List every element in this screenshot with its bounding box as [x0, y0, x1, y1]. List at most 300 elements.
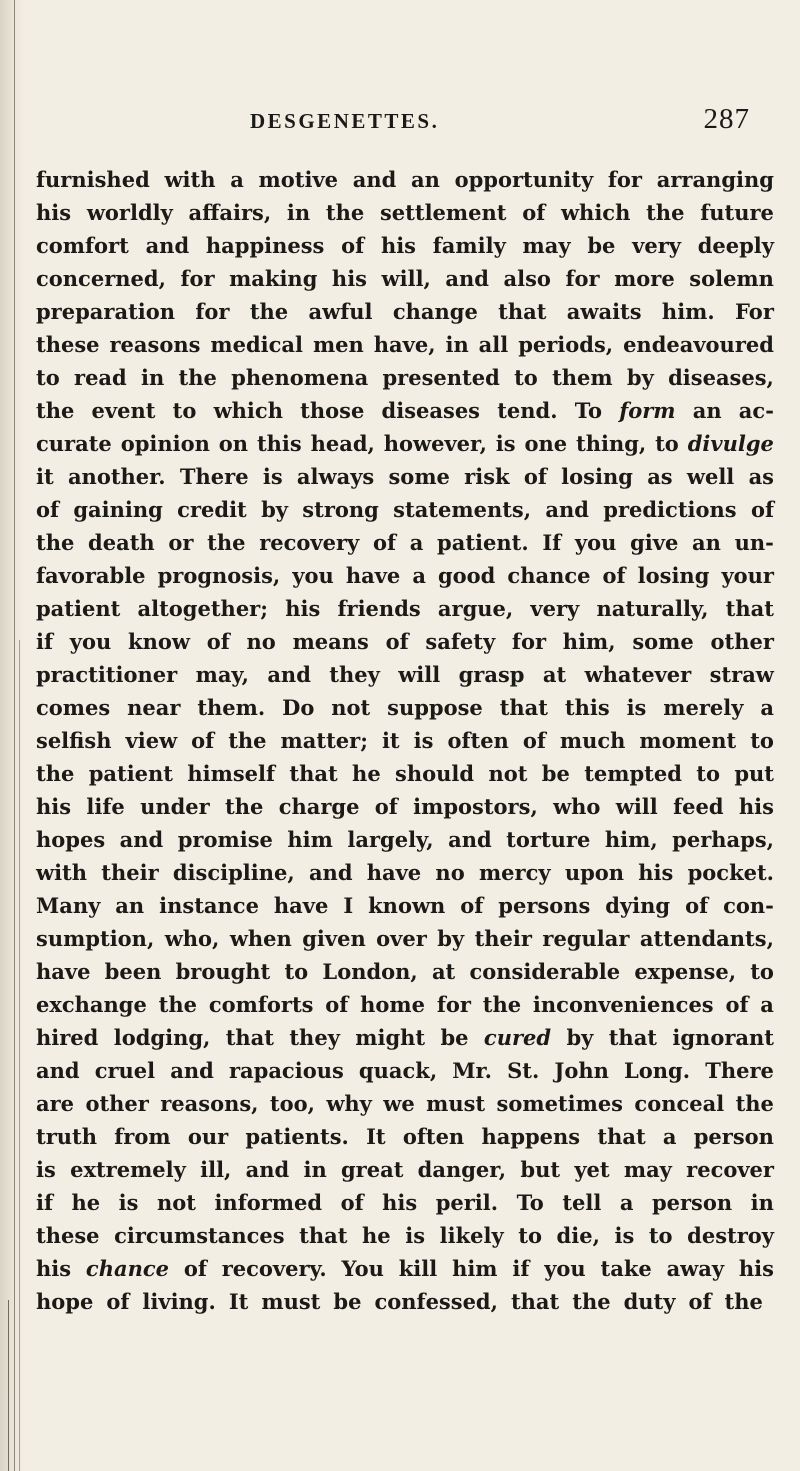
word: Many	[36, 893, 101, 918]
word: persons	[498, 893, 591, 918]
word: the	[225, 794, 264, 819]
word	[619, 394, 675, 427]
word: death	[88, 530, 155, 555]
word: is	[405, 1223, 426, 1248]
word: extremely	[70, 1157, 186, 1182]
word: some	[388, 464, 450, 489]
word: motive	[258, 167, 339, 192]
text-line	[36, 592, 774, 625]
word: kill	[398, 1256, 438, 1281]
word: Mr.	[452, 1058, 492, 1083]
word: our	[187, 1124, 229, 1149]
word: awaits	[566, 299, 642, 324]
word: an	[115, 893, 145, 918]
word: for	[195, 299, 230, 324]
word: London,	[322, 959, 418, 984]
word: a	[760, 992, 774, 1017]
word: deeply	[697, 233, 774, 258]
word: strong	[302, 497, 379, 522]
word: at	[431, 959, 456, 984]
text-line	[36, 1054, 774, 1087]
binding-edge-line	[8, 1300, 9, 1471]
word: truth	[36, 1124, 98, 1149]
word: if	[36, 629, 54, 654]
word: read	[74, 365, 127, 390]
word: his	[36, 794, 72, 819]
word: gaining	[73, 497, 163, 522]
word: this	[256, 431, 302, 456]
word	[688, 427, 774, 460]
word: worldly	[86, 200, 173, 225]
word: sometimes	[496, 1091, 624, 1116]
word: in	[286, 200, 311, 225]
word: to	[750, 959, 774, 984]
word: mercy	[478, 860, 551, 885]
word: you	[574, 530, 617, 555]
word: solemn	[689, 266, 774, 291]
body-text	[36, 163, 774, 1318]
word: and	[245, 1157, 290, 1182]
word: his	[36, 1256, 72, 1281]
word: perhaps,	[672, 827, 774, 852]
word: comfort	[36, 233, 129, 258]
word: his	[285, 596, 321, 621]
word: patient.	[437, 530, 529, 555]
word: for	[607, 167, 642, 192]
word: of	[522, 728, 546, 753]
word: matter;	[280, 728, 368, 753]
word: be	[541, 761, 570, 786]
word: I	[343, 893, 354, 918]
word: which	[560, 200, 631, 225]
word: recover	[686, 1157, 774, 1182]
word: know	[128, 629, 190, 654]
word: charge	[278, 794, 360, 819]
word: instance	[159, 893, 259, 918]
word: with	[36, 860, 88, 885]
word: John	[554, 1058, 609, 1083]
word: and	[352, 167, 397, 192]
word: it	[381, 728, 400, 753]
word: of	[688, 1289, 712, 1314]
word: peril.	[435, 1190, 499, 1215]
word: largely,	[347, 827, 434, 852]
word: his	[331, 266, 367, 291]
word: have	[36, 959, 91, 984]
word: are	[36, 1091, 75, 1116]
word: person	[651, 1190, 733, 1215]
word: which	[213, 398, 283, 423]
word: of	[523, 464, 547, 489]
text-line	[36, 823, 774, 856]
word: it	[36, 464, 54, 489]
word: at	[542, 662, 567, 687]
word: his	[36, 200, 72, 225]
word: have	[366, 860, 422, 885]
word: is	[36, 1157, 56, 1182]
word: the	[36, 761, 75, 786]
word: head,	[310, 431, 375, 456]
word: men	[312, 332, 364, 357]
word: predictions	[603, 497, 737, 522]
word	[484, 1021, 551, 1054]
word: making	[229, 266, 318, 291]
word: ill,	[200, 1157, 232, 1182]
text-line	[36, 196, 774, 229]
word: to	[514, 365, 538, 390]
word: comforts	[208, 992, 314, 1017]
word: argue,	[437, 596, 514, 621]
word: for	[436, 992, 471, 1017]
word: conceal	[634, 1091, 725, 1116]
word: is	[262, 464, 283, 489]
word: upon	[564, 860, 625, 885]
word: in	[445, 332, 469, 357]
word: the	[36, 530, 75, 555]
word: rapacious	[228, 1058, 344, 1083]
running-head	[250, 103, 750, 139]
word: will,	[381, 266, 431, 291]
word: one	[524, 431, 568, 456]
word: the	[249, 299, 289, 324]
word: statements,	[393, 497, 532, 522]
word: in	[141, 365, 165, 390]
word: not	[488, 761, 528, 786]
word: event	[91, 398, 156, 423]
word: duty	[623, 1289, 676, 1314]
word: medical	[210, 332, 303, 357]
word: that	[499, 695, 548, 720]
word: patient	[36, 596, 121, 621]
word: of	[374, 794, 398, 819]
text-line	[36, 757, 774, 790]
word: him	[287, 827, 333, 852]
word: For	[735, 299, 774, 324]
word: to	[648, 1223, 673, 1248]
word: that	[608, 1025, 658, 1050]
word: he	[352, 761, 381, 786]
word: good	[437, 563, 496, 588]
word: his	[638, 860, 674, 885]
word: to	[750, 728, 774, 753]
word: of	[522, 200, 546, 225]
word: when	[229, 926, 292, 951]
word: phenomena	[231, 365, 369, 390]
text-line	[36, 988, 774, 1021]
word: for	[180, 266, 215, 291]
word: un-	[734, 530, 774, 555]
word: tempted	[584, 761, 682, 786]
word: considerable	[469, 959, 621, 984]
word: settlement	[379, 200, 507, 225]
word: may,	[195, 662, 249, 687]
word: the	[228, 728, 267, 753]
word: is	[495, 431, 516, 456]
word: expense,	[634, 959, 737, 984]
word: con-	[723, 893, 774, 918]
word: There	[179, 464, 249, 489]
word: living.	[142, 1289, 216, 1314]
word: There	[705, 1058, 774, 1083]
word: life	[86, 794, 125, 819]
word: informed	[214, 1190, 323, 1215]
word: also	[503, 266, 551, 291]
word: other	[85, 1091, 149, 1116]
word: have	[273, 893, 329, 918]
word: risk	[464, 464, 510, 489]
text-line	[36, 559, 774, 592]
word: the	[207, 530, 246, 555]
word: too,	[269, 1091, 315, 1116]
italic-word: chance	[85, 1256, 169, 1281]
word: curate	[36, 431, 112, 456]
word: himself	[187, 761, 276, 786]
word: safety	[425, 629, 496, 654]
word: family	[432, 233, 506, 258]
word: an	[411, 167, 440, 192]
word: that	[299, 1223, 348, 1248]
word: tend.	[497, 398, 558, 423]
word: dying	[605, 893, 671, 918]
text-line	[36, 1219, 774, 1252]
word: may	[623, 1157, 672, 1182]
text-line	[36, 1087, 774, 1120]
word: should	[395, 761, 475, 786]
word: by	[566, 1025, 594, 1050]
word: patient	[88, 761, 174, 786]
word: give	[630, 530, 679, 555]
word: opportunity	[454, 167, 594, 192]
word: him.	[661, 299, 715, 324]
word: to	[696, 761, 720, 786]
word: your	[721, 563, 774, 588]
word: their	[474, 926, 532, 951]
word: regular	[542, 926, 630, 951]
word: in	[750, 1190, 774, 1215]
word: hope	[36, 1289, 94, 1314]
word: quack,	[358, 1058, 438, 1083]
word: might	[355, 1025, 426, 1050]
word: confessed,	[374, 1289, 498, 1314]
word: credit	[177, 497, 247, 522]
word: this	[564, 695, 610, 720]
word: the	[178, 365, 217, 390]
word: over	[376, 926, 427, 951]
word: It	[366, 1124, 386, 1149]
text-line	[36, 1021, 774, 1054]
word: or	[168, 530, 194, 555]
word: and	[36, 1058, 80, 1083]
word: you	[544, 1256, 586, 1281]
word	[86, 1252, 169, 1285]
word: the	[646, 200, 685, 225]
word: these	[36, 1223, 100, 1248]
text-line	[36, 922, 774, 955]
word: the	[325, 200, 365, 225]
word: endeavoured	[623, 332, 774, 357]
word: a	[412, 563, 426, 588]
word: often	[402, 1124, 465, 1149]
word: his	[382, 1190, 418, 1215]
word: his	[380, 233, 417, 258]
word: great	[340, 1157, 404, 1182]
word: by	[261, 497, 288, 522]
word: his	[738, 1256, 774, 1281]
word: very	[530, 596, 580, 621]
word: and	[145, 233, 190, 258]
word: for	[565, 266, 600, 291]
word: altogether;	[137, 596, 268, 621]
word: a	[409, 530, 424, 555]
word: that	[225, 1025, 274, 1050]
text-line	[36, 625, 774, 658]
word: these	[36, 332, 100, 357]
word: straw	[709, 662, 774, 687]
text-line	[36, 229, 774, 262]
word: not	[156, 1190, 196, 1215]
word: losing	[637, 563, 710, 588]
word: impostors,	[413, 794, 538, 819]
word: chance	[507, 563, 591, 588]
text-line	[36, 658, 774, 691]
word: of	[206, 629, 230, 654]
word: that	[597, 1124, 646, 1149]
word: home	[360, 992, 426, 1017]
word: by	[626, 365, 654, 390]
word: who,	[164, 926, 220, 951]
word: friends	[337, 596, 421, 621]
word: very	[632, 233, 681, 258]
word: of	[106, 1289, 130, 1314]
word: feed	[673, 794, 724, 819]
word: those	[300, 398, 365, 423]
word: sumption,	[36, 926, 155, 951]
word: the	[482, 992, 522, 1017]
text-line	[36, 295, 774, 328]
word: more	[614, 266, 675, 291]
word: reasons	[109, 332, 201, 357]
word: danger,	[417, 1157, 507, 1182]
word: a	[230, 167, 244, 192]
word: much	[559, 728, 626, 753]
word: comes	[36, 695, 111, 720]
word: circumstances	[114, 1223, 285, 1248]
word: diseases	[381, 398, 481, 423]
word: no	[246, 629, 276, 654]
word: cruel	[94, 1058, 156, 1083]
word: happens	[481, 1124, 581, 1149]
word: they	[289, 1025, 340, 1050]
word: change	[392, 299, 478, 324]
word: be	[587, 233, 616, 258]
word: the	[36, 398, 75, 423]
word: must	[426, 1091, 486, 1116]
word: whatever	[584, 662, 692, 687]
text-line	[36, 1120, 774, 1153]
word: selfish	[36, 728, 112, 753]
text-line	[36, 526, 774, 559]
word: from	[114, 1124, 171, 1149]
word: of	[385, 629, 409, 654]
word: ac-	[738, 398, 774, 423]
word: of	[191, 728, 215, 753]
word: their	[101, 860, 159, 885]
word: yet	[574, 1157, 610, 1182]
word: take	[600, 1256, 652, 1281]
word: in	[303, 1157, 327, 1182]
word: affairs,	[188, 200, 272, 225]
word: his	[738, 794, 774, 819]
word: always	[296, 464, 375, 489]
word: of	[602, 563, 626, 588]
word: if	[36, 1190, 54, 1215]
text-line	[36, 394, 774, 427]
word: that	[725, 596, 774, 621]
word: him	[452, 1256, 498, 1281]
word: happiness	[205, 233, 325, 258]
word: that	[510, 1289, 560, 1314]
word: of	[325, 992, 349, 1017]
word: of	[685, 893, 709, 918]
word: have	[345, 563, 401, 588]
word: torture	[506, 827, 591, 852]
word: pocket.	[687, 860, 774, 885]
word: often	[447, 728, 509, 753]
word: as	[748, 464, 774, 489]
text-line	[36, 1285, 774, 1318]
word: to	[36, 365, 60, 390]
word: exchange	[36, 992, 147, 1017]
word: to	[655, 431, 679, 456]
word: all	[478, 332, 509, 357]
word: You	[341, 1256, 384, 1281]
word: losing	[561, 464, 633, 489]
text-line	[36, 955, 774, 988]
word: them.	[197, 695, 266, 720]
word: is	[626, 695, 647, 720]
word: not	[331, 695, 371, 720]
word: other	[710, 629, 774, 654]
word: destroy	[687, 1223, 774, 1248]
word: and	[448, 827, 492, 852]
word: and	[267, 662, 311, 687]
word: favorable	[36, 563, 146, 588]
text-line	[36, 1252, 774, 1285]
word: be	[333, 1289, 362, 1314]
text-line	[36, 460, 774, 493]
word: that	[289, 761, 338, 786]
word: periods,	[518, 332, 614, 357]
word: likely	[439, 1223, 504, 1248]
word: however,	[383, 431, 487, 456]
word: lodging,	[113, 1025, 211, 1050]
word: concerned,	[36, 266, 166, 291]
word: diseases,	[668, 365, 774, 390]
word: and	[119, 827, 164, 852]
binding-edge-line	[14, 0, 15, 1471]
word: well	[686, 464, 735, 489]
text-line	[36, 427, 774, 460]
word: the	[572, 1289, 611, 1314]
word: and	[170, 1058, 214, 1083]
text-line	[36, 724, 774, 757]
running-title: DESGENETTES.	[250, 109, 440, 133]
word: To	[516, 1190, 544, 1215]
page-number: 287	[703, 103, 750, 135]
word: who	[553, 794, 601, 819]
word: we	[383, 1091, 415, 1116]
word: as	[647, 464, 673, 489]
